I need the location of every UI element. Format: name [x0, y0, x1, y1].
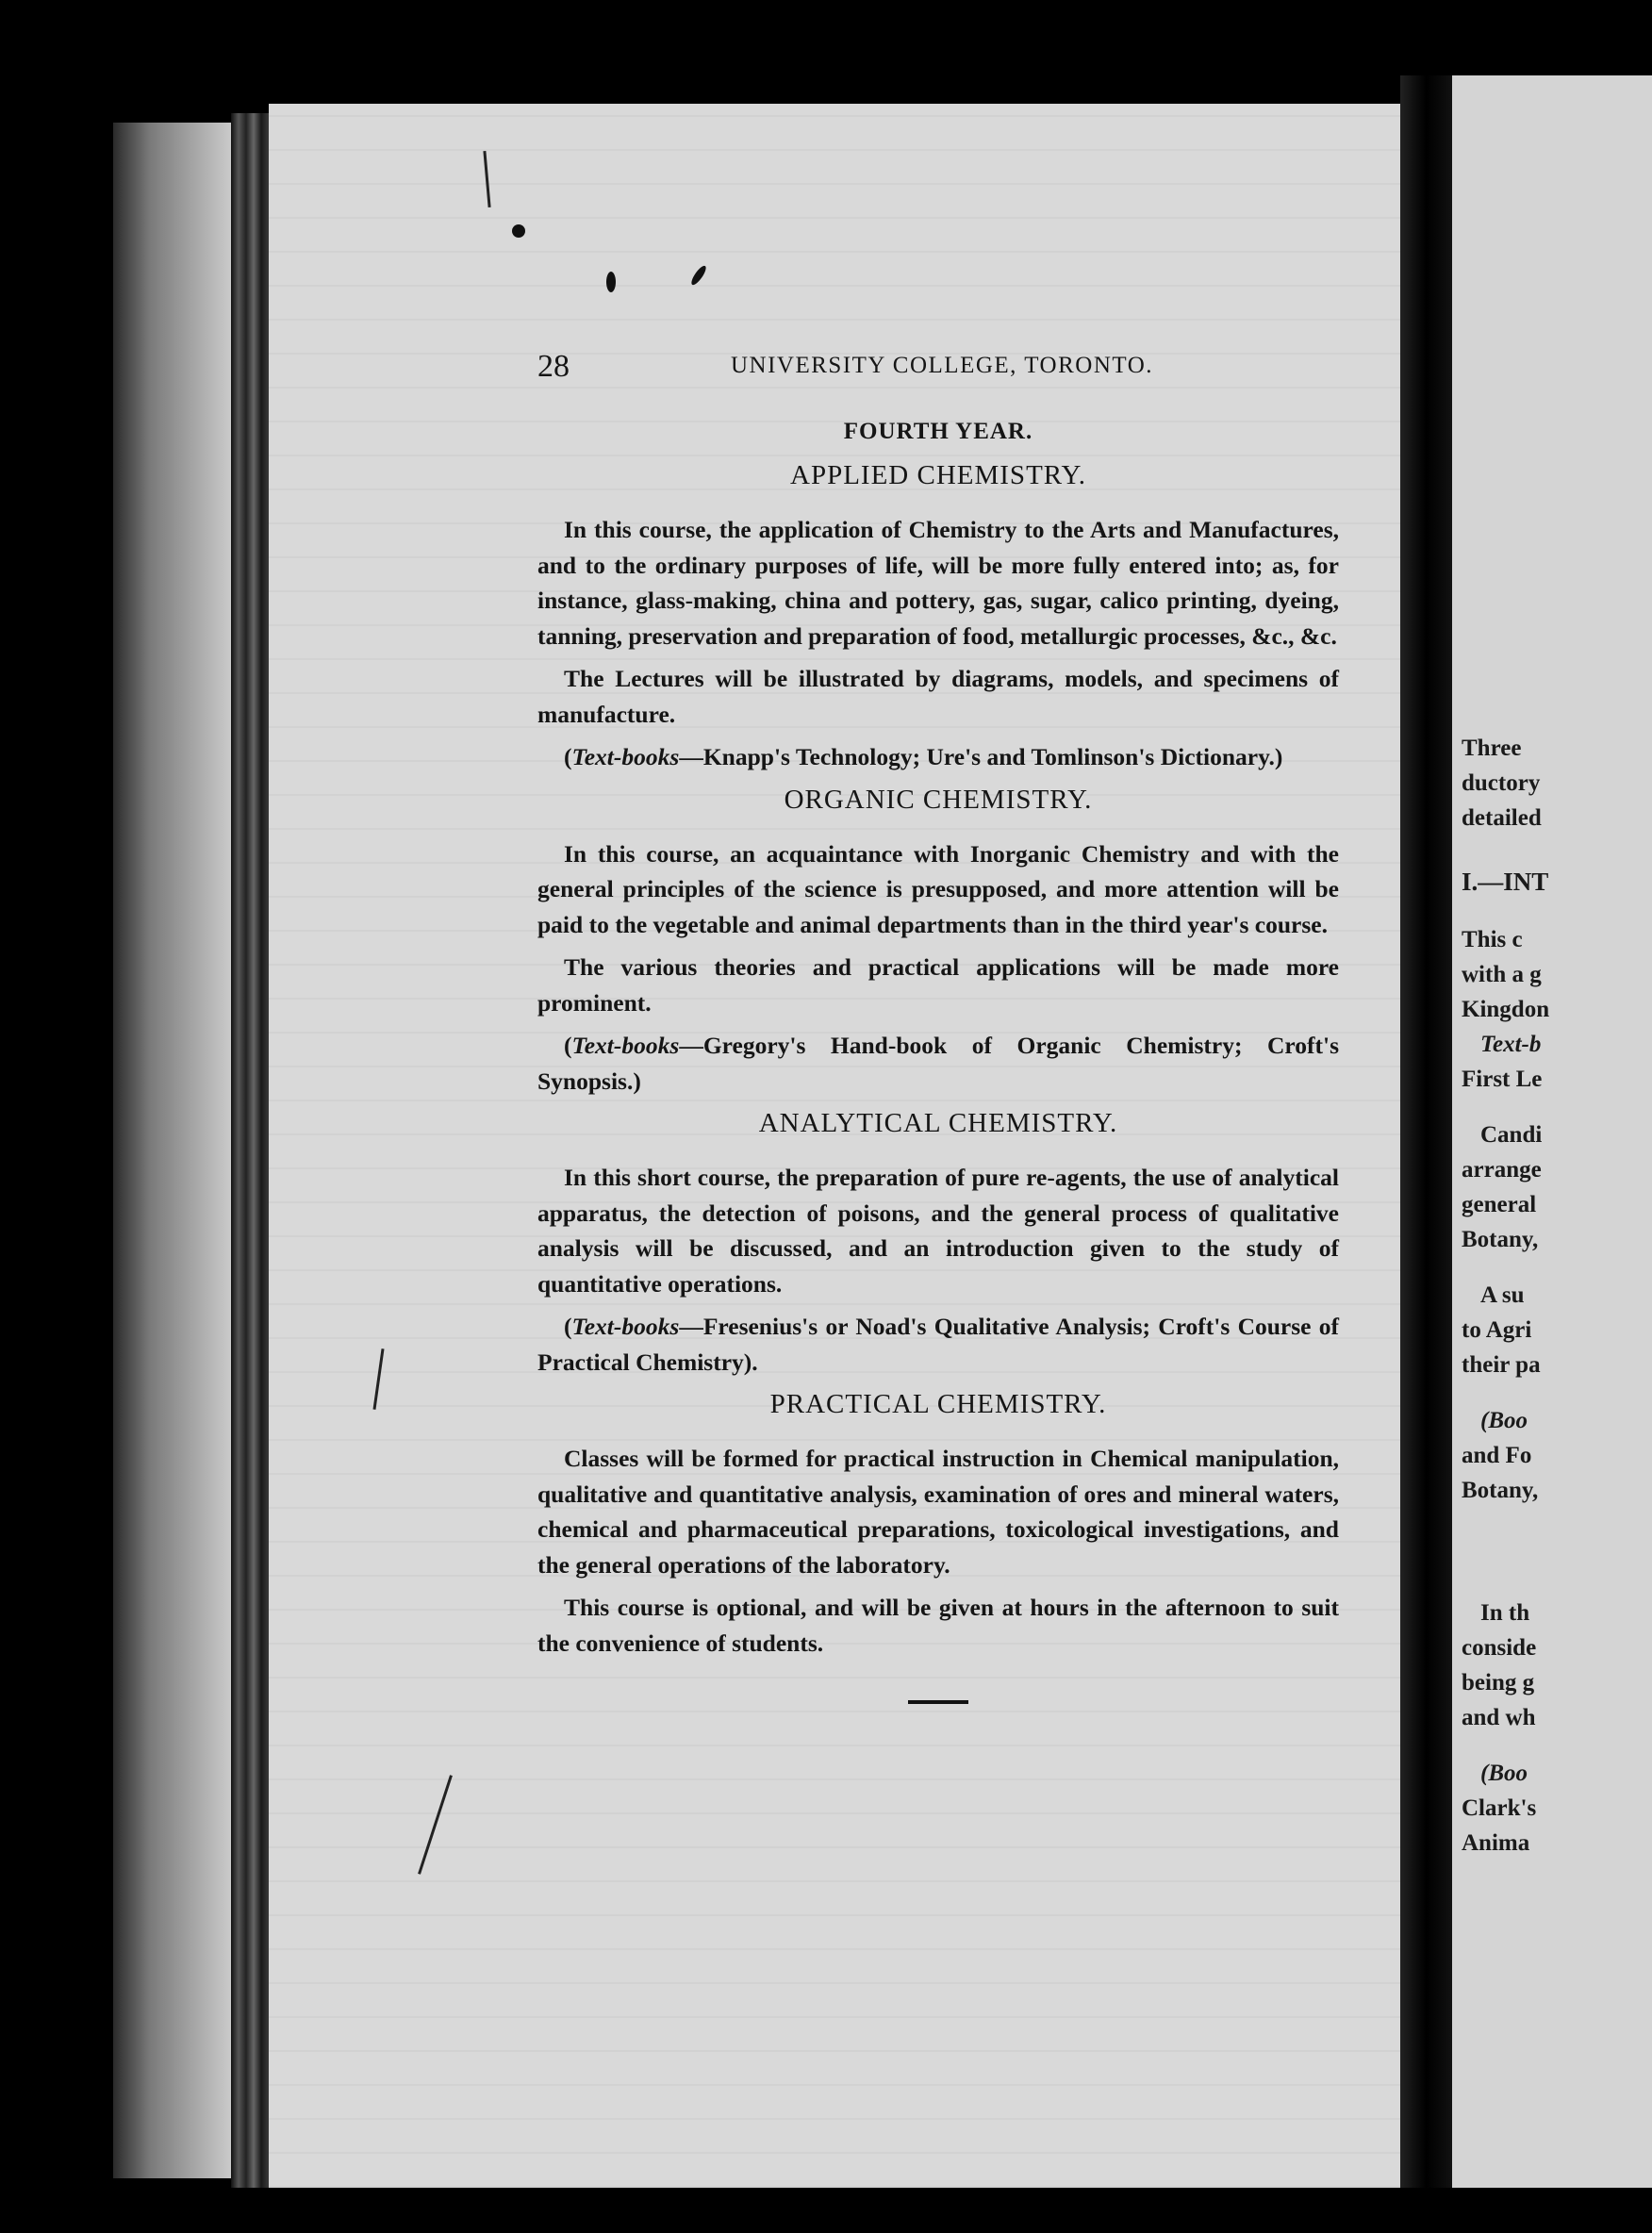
- left-margin: [113, 123, 236, 2178]
- adjacent-page-line: detailed: [1462, 805, 1542, 831]
- section-heading: ORGANIC CHEMISTRY.: [784, 784, 1093, 815]
- adjacent-page-line: Kingdon: [1462, 997, 1550, 1022]
- textbooks-label: Text-books: [571, 1313, 680, 1340]
- adjacent-page-line: being g: [1462, 1670, 1535, 1695]
- adjacent-page-line: This c: [1462, 927, 1523, 952]
- section-heading: ANALYTICAL CHEMISTRY.: [758, 1108, 1118, 1138]
- section-organic-chemistry: [537, 785, 1339, 1100]
- adjacent-page-line: and Fo: [1462, 1443, 1532, 1468]
- adjacent-page-line: their pa: [1462, 1352, 1541, 1378]
- adjacent-page-line: to Agri: [1462, 1317, 1532, 1343]
- adjacent-page-line: Botany,: [1462, 1478, 1539, 1503]
- adjacent-page-line: general: [1462, 1192, 1537, 1217]
- textbooks-text: —Fresenius's or Noad's Qualitative Analysis; Croft's Course of Practical Chemistry).: [537, 1313, 1339, 1376]
- adjacent-page-line: I.—INT: [1462, 868, 1549, 896]
- paragraph: In this course, an acquaintance with Inorganic Chemistry and with the general principles of the science is presupposed, and more attention will be paid to the vegetable and animal departments than in the third year's course.: [537, 839, 1339, 938]
- running-title: UNIVERSITY COLLEGE, TORONTO.: [731, 353, 1154, 378]
- pen-mark: [483, 151, 490, 207]
- adjacent-page: [1452, 75, 1652, 2188]
- adjacent-page-line: Anima: [1462, 1830, 1530, 1856]
- adjacent-page-line: In th: [1480, 1600, 1530, 1626]
- book-binding: [231, 113, 269, 2188]
- pen-mark: [372, 1348, 384, 1410]
- textbooks-text: —Knapp's Technology; Ure's and Tomlinson's Dictionary.): [679, 743, 1283, 770]
- textbooks-text: —Gregory's Hand-book of Organic Chemistry; Croft's Synopsis.): [537, 1032, 1339, 1095]
- adjacent-page-line: A su: [1480, 1282, 1525, 1308]
- page-content: [537, 349, 1339, 1704]
- closing-rule: [908, 1700, 968, 1704]
- paragraph: In this short course, the preparation of pure re-agents, the use of analytical apparatus, the detection of poisons, and the general process of qualitative analysis will be discussed, and an introduction given to the study of quantitative operations.: [537, 1164, 1339, 1298]
- adjacent-page-line: Text-b: [1480, 1032, 1542, 1057]
- pen-mark: [418, 1775, 453, 1875]
- running-header: [537, 349, 1339, 396]
- adjacent-page-line: arrange: [1462, 1157, 1542, 1183]
- textbooks-label: Text-books: [571, 743, 680, 770]
- adjacent-page-line: ductory: [1462, 770, 1541, 796]
- paragraph: This course is optional, and will be given at hours in the afternoon to suit the convenience of students.: [537, 1594, 1339, 1657]
- adjacent-page-line: First Le: [1462, 1067, 1543, 1092]
- section-heading: APPLIED CHEMISTRY.: [790, 460, 1086, 490]
- paragraph: The various theories and practical applications will be made more prominent.: [537, 953, 1339, 1017]
- textbooks-label: Text-books: [571, 1032, 680, 1059]
- adjacent-page-line: Candi: [1480, 1122, 1543, 1148]
- page-gutter: [1400, 75, 1452, 2188]
- adjacent-page-line: conside: [1462, 1635, 1537, 1661]
- page-number: 28: [537, 349, 570, 384]
- section-analytical-chemistry: [537, 1108, 1339, 1380]
- adjacent-page-line: and wh: [1462, 1705, 1536, 1730]
- paragraph: The Lectures will be illustrated by diagrams, models, and specimens of manufacture.: [537, 665, 1339, 728]
- adjacent-page-line: Clark's: [1462, 1795, 1537, 1821]
- section-practical-chemistry: [537, 1389, 1339, 1661]
- adjacent-page-line: (Boo: [1480, 1761, 1528, 1786]
- ink-blot: [606, 272, 616, 292]
- adjacent-page-line: Three: [1462, 736, 1522, 761]
- adjacent-page-line: with a g: [1462, 962, 1542, 987]
- adjacent-page-line: Botany,: [1462, 1227, 1539, 1252]
- textbooks-note: (Text-books—Fresenius's or Noad's Qualitative Analysis; Croft's Course of Practical Chemistry).: [537, 1313, 1339, 1376]
- paragraph: In this course, the application of Chemistry to the Arts and Manufactures, and to the ordinary purposes of life, will be more fully entered into; as, for instance, glass-making, china and pottery, gas, sugar, calico printing, dyeing, tanning, preservation and preparation of food, metallurgic processes, &c., &c.: [537, 516, 1339, 650]
- textbooks-note: (Text-books—Gregory's Hand-book of Organic Chemistry; Croft's Synopsis.): [537, 1032, 1339, 1095]
- section-applied-chemistry: [537, 460, 1339, 775]
- section-heading: PRACTICAL CHEMISTRY.: [769, 1389, 1107, 1419]
- ink-blot: [689, 264, 708, 287]
- year-heading: FOURTH YEAR.: [843, 419, 1033, 444]
- ink-blot: [512, 224, 525, 238]
- textbooks-note: (Text-books—Knapp's Technology; Ure's and Tomlinson's Dictionary.): [564, 743, 1283, 770]
- paragraph: Classes will be formed for practical instruction in Chemical manipulation, qualitative and quantitative analysis, examination of ores and mineral waters, chemical and pharmaceutical preparations, toxicological investigations, and the general operations of the laboratory.: [537, 1445, 1339, 1579]
- adjacent-page-line: (Boo: [1480, 1408, 1528, 1433]
